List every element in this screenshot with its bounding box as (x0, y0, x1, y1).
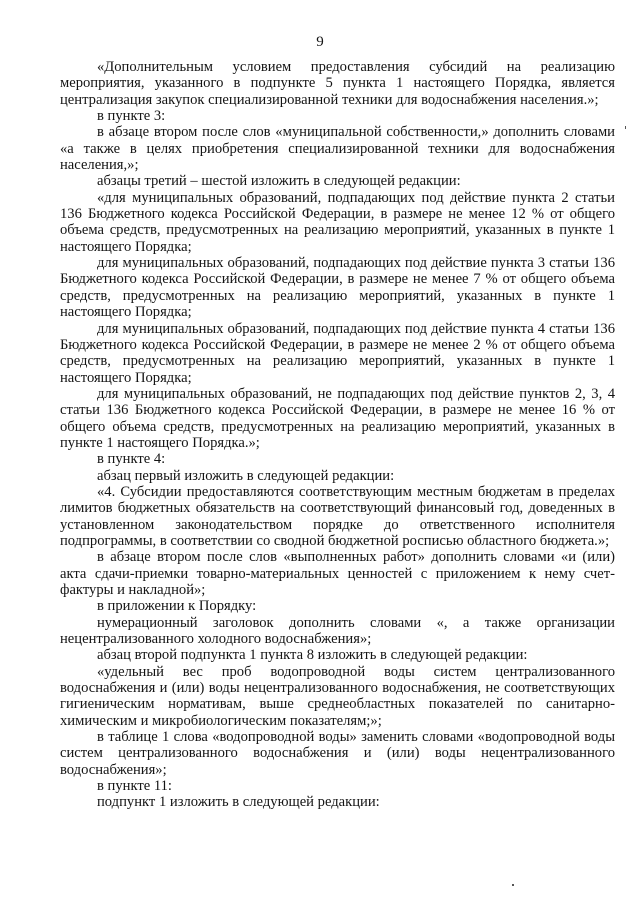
scan-speck (625, 126, 626, 129)
paragraph: «4. Субсидии предоставляются соответствующим местным бюджетам в пределах лимитов бюджетных обязательств на соответствующий финансовый год, доведенных в установленном законодательством порядке до ответственного исполнителя подпрограммы, в соответствии со сводной бюджетной росписью областного бюджета.»; (60, 483, 615, 549)
paragraph: абзац первый изложить в следующей редакции: (97, 467, 395, 484)
document-body (60, 59, 615, 811)
paragraph: нумерационный заголовок дополнить словами «, а также организации нецентрализованного холодного водоснабжения»; (60, 614, 615, 648)
paragraph: абзац второй подпункта 1 пункта 8 изложить в следующей редакции: (97, 647, 528, 664)
paragraph: для муниципальных образований, подпадающих под действие пункта 4 статьи 136 Бюджетного кодекса Российской Федерации, в размере не менее 2 % от общего объема средств, предусмотренных на реализацию мероприятий, указанных в пункте 1 настоящего Порядка; (60, 320, 615, 386)
paragraph: в пункте 3: (97, 108, 166, 125)
paragraph: «удельный вес проб водопроводной воды систем централизованного водоснабжения и (или) воды нецентрализованного водоснабжения, не соответствующих гигиеническим нормативам, выше среднеобластных показателей по санитарно-химическим и микробиологическим показателям;»; (60, 663, 615, 729)
page-number: 9 (316, 34, 324, 50)
paragraph: «для муниципальных образований, подпадающих под действие пункта 2 статьи 136 Бюджетного кодекса Российской Федерации, в размере не менее 12 % от общего объема средств, предусмотренных на реализацию мероприятий, указанных в пункте 1 настоящего Порядка; (60, 189, 615, 255)
paragraph: в пункте 4: (97, 451, 166, 468)
paragraph: подпункт 1 изложить в следующей редакции: (97, 794, 380, 811)
paragraph: в абзаце втором после слов «выполненных работ» дополнить словами «и (или) акта сдачи-приемки товарно-материальных ценностей с приложением к нему счет-фактуры и накладной»; (60, 549, 615, 598)
paragraph: абзацы третий – шестой изложить в следующей редакции: (97, 173, 461, 190)
paragraph: в пункте 11: (97, 778, 172, 795)
paragraph: в приложении к Порядку: (97, 598, 257, 615)
paragraph: в абзаце втором после слов «муниципальной собственности,» дополнить словами «а также в целях приобретения специализированной техники для водоснабжения населения,»; (60, 124, 615, 174)
scan-speck (512, 884, 514, 886)
paragraph: в таблице 1 слова «водопроводной воды» заменить словами «водопроводной воды систем централизованного водоснабжения и (или) воды нецентрализованного водоснабжения»; (60, 729, 615, 778)
paragraph: для муниципальных образований, не подпадающих под действие пунктов 2, 3, 4 статьи 136 Бюджетного кодекса Российской Федерации, в размере не менее 16 % от общего объема средств, предусмотренных на реализацию мероприятий, указанных в пункте 1 настоящего Порядка.»; (60, 385, 615, 451)
paragraph: для муниципальных образований, подпадающих под действие пункта 3 статьи 136 Бюджетного кодекса Российской Федерации, в размере не менее 7 % от общего объема средств, предусмотренных на реализацию мероприятий, указанных в пункте 1 настоящего Порядка; (60, 255, 615, 321)
paragraph: «Дополнительным условием предоставления субсидий на реализацию мероприятия, указанного в подпункте 5 пункта 1 настоящего Порядка, является централизация закупок специализированной техники для водоснабжения населения.»; (60, 59, 615, 108)
